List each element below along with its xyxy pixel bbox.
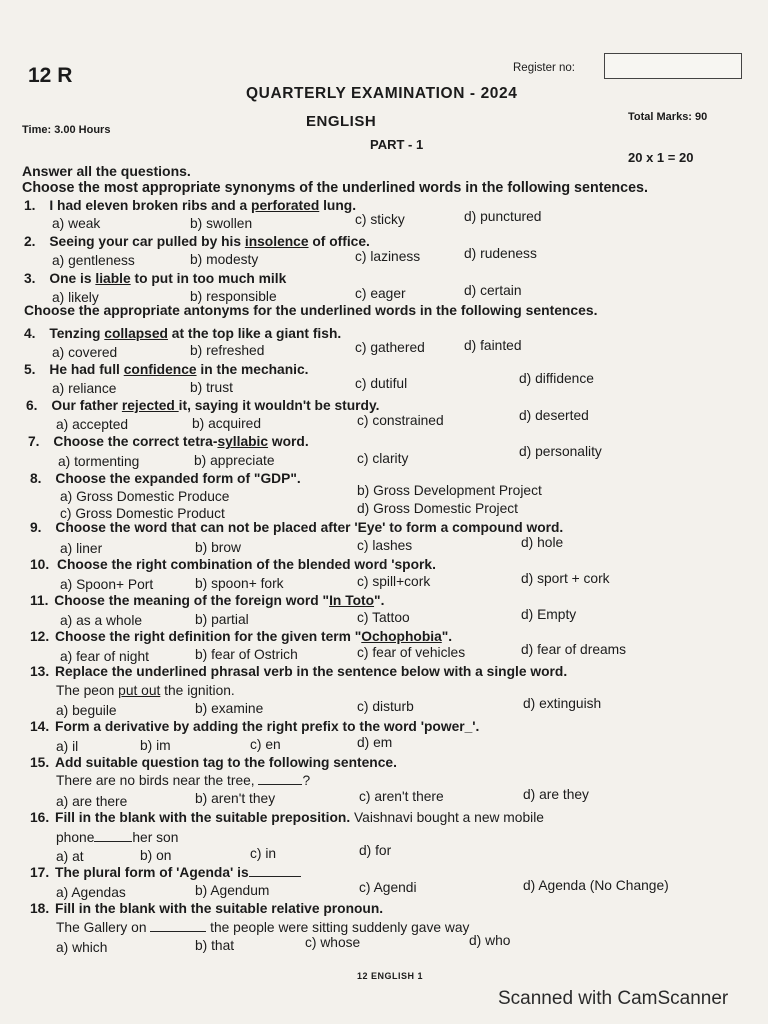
question-17: 17. The plural form of 'Agenda' is xyxy=(30,865,301,880)
exam-title: QUARTERLY EXAMINATION - 2024 xyxy=(246,85,518,102)
option-7d[interactable]: d) personality xyxy=(519,444,602,459)
option-7a[interactable]: a) tormenting xyxy=(58,454,140,469)
option-17b[interactable]: b) Agendum xyxy=(195,883,270,898)
class-code: 12 R xyxy=(28,64,73,87)
option-2c[interactable]: c) laziness xyxy=(355,249,421,264)
option-14b[interactable]: b) im xyxy=(140,738,171,753)
option-10a[interactable]: a) Spoon+ Port xyxy=(60,577,154,592)
option-8c[interactable]: c) Gross Domestic Product xyxy=(60,506,225,521)
instruction-answer-all: Answer all the questions. xyxy=(22,163,191,179)
subject-title: ENGLISH xyxy=(306,113,377,130)
total-marks: Total Marks: 90 xyxy=(628,111,708,123)
option-15d[interactable]: d) are they xyxy=(523,787,589,802)
option-14c[interactable]: c) en xyxy=(250,737,281,752)
question-9: 9. Choose the word that can not be placed after 'Eye' to form a compound word. xyxy=(30,520,564,535)
option-12c[interactable]: c) fear of vehicles xyxy=(357,645,466,660)
option-1b[interactable]: b) swollen xyxy=(190,216,253,231)
option-8b[interactable]: b) Gross Development Project xyxy=(357,483,542,498)
option-13c[interactable]: c) disturb xyxy=(357,699,414,714)
option-5d[interactable]: d) diffidence xyxy=(519,371,594,386)
option-18c[interactable]: c) whose xyxy=(305,935,361,950)
option-11d[interactable]: d) Empty xyxy=(521,607,577,622)
option-12d[interactable]: d) fear of dreams xyxy=(521,642,627,657)
option-1a[interactable]: a) weak xyxy=(52,216,101,231)
option-17d[interactable]: d) Agenda (No Change) xyxy=(523,878,669,893)
option-5c[interactable]: c) dutiful xyxy=(355,376,408,391)
option-4c[interactable]: c) gathered xyxy=(355,340,425,355)
option-18b[interactable]: b) that xyxy=(195,938,235,953)
option-18d[interactable]: d) who xyxy=(469,933,511,948)
option-14d[interactable]: d) em xyxy=(357,735,393,750)
answer-blank[interactable] xyxy=(258,783,302,785)
answer-blank[interactable] xyxy=(94,840,132,842)
camscanner-watermark: Scanned with CamScanner xyxy=(498,988,729,1009)
option-6b[interactable]: b) acquired xyxy=(192,416,262,431)
option-1c[interactable]: c) sticky xyxy=(355,212,405,227)
option-4b[interactable]: b) refreshed xyxy=(190,343,265,358)
question-5: 5. He had full confidence in the mechanic. xyxy=(24,362,309,377)
option-17c[interactable]: c) Agendi xyxy=(359,880,417,895)
option-2a[interactable]: a) gentleness xyxy=(52,253,135,268)
part-score: 20 x 1 = 20 xyxy=(628,150,694,165)
option-3b[interactable]: b) responsible xyxy=(190,289,277,304)
option-13d[interactable]: d) extinguish xyxy=(523,696,602,711)
option-3c[interactable]: c) eager xyxy=(355,286,406,301)
option-10c[interactable]: c) spill+cork xyxy=(357,574,431,589)
option-14a[interactable]: a) il xyxy=(56,739,79,754)
question-15-sentence: There are no birds near the tree, ? xyxy=(56,773,311,788)
question-8: 8. Choose the expanded form of "GDP". xyxy=(30,471,301,486)
question-3: 3. One is liable to put in too much milk xyxy=(24,271,287,286)
question-12: 12. Choose the right definition for the given term "Ochophobia". xyxy=(30,629,453,644)
option-16d[interactable]: d) for xyxy=(359,843,392,858)
option-2b[interactable]: b) modesty xyxy=(190,252,259,267)
option-18a[interactable]: a) which xyxy=(56,940,108,955)
question-16-sentence: phone her son xyxy=(56,830,179,845)
option-7b[interactable]: b) appreciate xyxy=(194,453,275,468)
answer-blank[interactable] xyxy=(150,930,206,932)
option-8a[interactable]: a) Gross Domestic Produce xyxy=(60,489,230,504)
question-4: 4. Tenzing collapsed at the top like a giant fish. xyxy=(24,326,342,341)
part-heading: PART - 1 xyxy=(370,137,424,152)
question-13-sentence: The peon put out the ignition. xyxy=(56,683,235,698)
option-16b[interactable]: b) on xyxy=(140,848,172,863)
option-15b[interactable]: b) aren't they xyxy=(195,791,276,806)
option-13b[interactable]: b) examine xyxy=(195,701,264,716)
question-7: 7. Choose the correct tetra-syllabic word. xyxy=(28,434,309,449)
option-9b[interactable]: b) brow xyxy=(195,540,242,555)
option-3a[interactable]: a) likely xyxy=(52,290,99,305)
option-8d[interactable]: d) Gross Domestic Project xyxy=(357,501,519,516)
question-14: 14. Form a derivative by adding the right prefix to the word 'power_'. xyxy=(30,719,480,734)
question-11: 11. Choose the meaning of the foreign word "In Toto". xyxy=(30,593,385,608)
option-9c[interactable]: c) lashes xyxy=(357,538,413,553)
question-15: 15. Add suitable question tag to the following sentence. xyxy=(30,755,397,770)
option-9a[interactable]: a) liner xyxy=(60,541,103,556)
option-12a[interactable]: a) fear of night xyxy=(60,649,149,664)
option-1d[interactable]: d) punctured xyxy=(464,209,542,224)
option-5a[interactable]: a) reliance xyxy=(52,381,117,396)
instruction-antonyms: Choose the appropriate antonyms for the underlined words in the following sentences. xyxy=(24,302,598,318)
option-10d[interactable]: d) sport + cork xyxy=(521,571,610,586)
option-13a[interactable]: a) beguile xyxy=(56,703,117,718)
option-11a[interactable]: a) as a whole xyxy=(60,613,143,628)
option-12b[interactable]: b) fear of Ostrich xyxy=(195,647,298,662)
question-18: 18. Fill in the blank with the suitable relative pronoun. xyxy=(30,901,384,916)
option-10b[interactable]: b) spoon+ fork xyxy=(195,576,284,591)
option-11b[interactable]: b) partial xyxy=(195,612,249,627)
option-16c[interactable]: c) in xyxy=(250,846,277,861)
question-16: 16. Fill in the blank with the suitable preposition. Vaishnavi bought a new mobile xyxy=(30,810,544,825)
option-3d[interactable]: d) certain xyxy=(464,283,522,298)
option-9d[interactable]: d) hole xyxy=(521,535,564,550)
question-6: 6. Our father rejected it, saying it wouldn't be sturdy. xyxy=(26,398,380,413)
option-15a[interactable]: a) are there xyxy=(56,794,128,809)
question-1: 1. I had eleven broken ribs and a perforated lung. xyxy=(24,198,357,213)
page-footer: 12 ENGLISH 1 xyxy=(357,971,424,981)
option-5b[interactable]: b) trust xyxy=(190,380,233,395)
option-2d[interactable]: d) rudeness xyxy=(464,246,537,261)
instruction-synonyms: Choose the most appropriate synonyms of the underlined words in the following sentences. xyxy=(22,180,648,196)
option-11c[interactable]: c) Tattoo xyxy=(357,610,410,625)
option-7c[interactable]: c) clarity xyxy=(357,451,409,466)
option-4a[interactable]: a) covered xyxy=(52,345,118,360)
option-6d[interactable]: d) deserted xyxy=(519,408,589,423)
question-10: 10. Choose the right combination of the blended word 'spork. xyxy=(30,557,436,572)
question-18-sentence: The Gallery on the people were sitting suddenly gave way xyxy=(56,920,470,935)
answer-blank[interactable] xyxy=(249,875,301,877)
question-2: 2. Seeing your car pulled by his insolence of office. xyxy=(24,234,370,249)
option-6c[interactable]: c) constrained xyxy=(357,413,444,428)
option-17a[interactable]: a) Agendas xyxy=(56,885,126,900)
option-16a[interactable]: a) at xyxy=(56,849,84,864)
register-number-box[interactable] xyxy=(604,53,742,79)
option-6a[interactable]: a) accepted xyxy=(56,417,129,432)
register-label: Register no: xyxy=(513,62,576,74)
option-15c[interactable]: c) aren't there xyxy=(359,789,444,804)
option-4d[interactable]: d) fainted xyxy=(464,338,522,353)
question-13: 13. Replace the underlined phrasal verb in the sentence below with a single word. xyxy=(30,664,568,679)
exam-time: Time: 3.00 Hours xyxy=(22,124,111,136)
